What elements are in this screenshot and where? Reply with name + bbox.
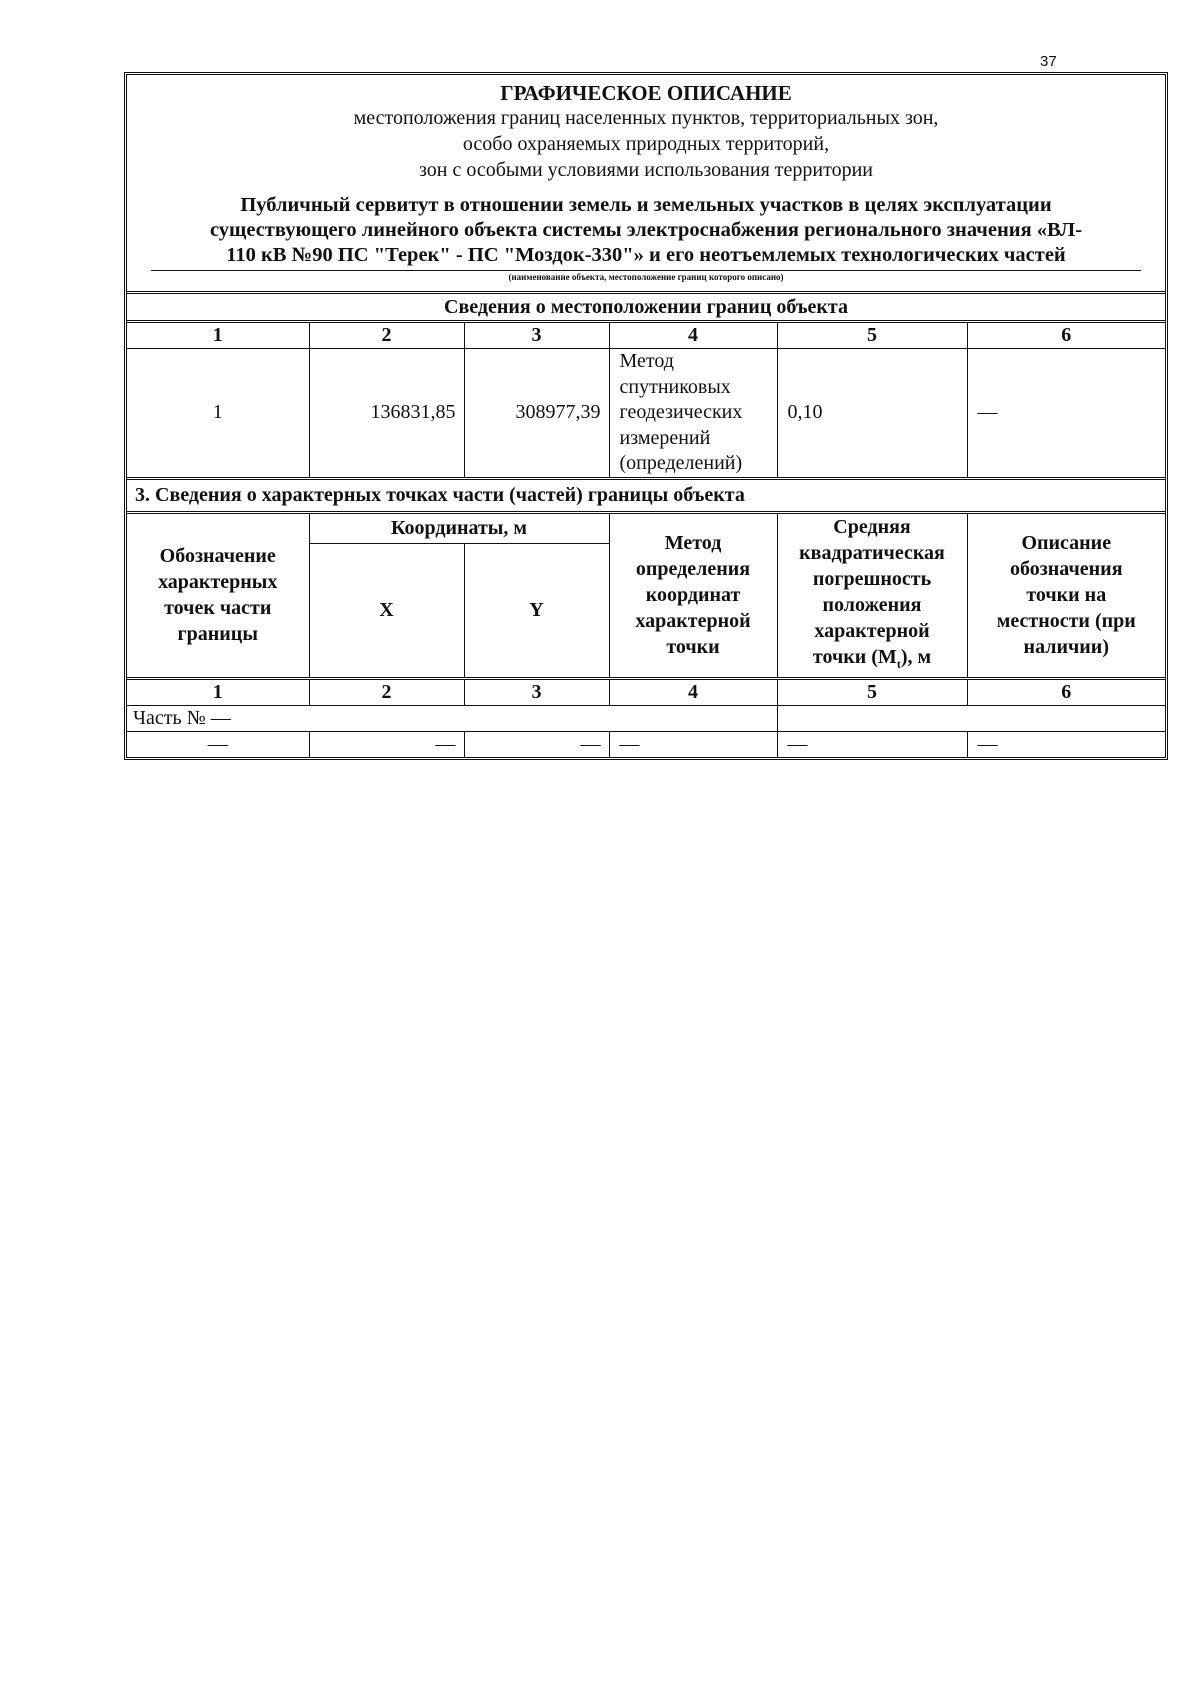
method-line: (определений) xyxy=(619,452,743,474)
column-number: 6 xyxy=(967,678,1165,705)
column-number: 5 xyxy=(777,323,967,349)
header-line xyxy=(778,644,967,677)
header-line: Обозначение xyxy=(159,545,276,567)
header-line: наличии) xyxy=(1023,636,1109,658)
point-number: 1 xyxy=(127,349,309,479)
header-method xyxy=(609,514,777,679)
column-number-row xyxy=(127,323,1165,349)
method-cell xyxy=(609,349,777,479)
part-empty-cell xyxy=(777,705,1165,731)
header-line: погрешность xyxy=(812,567,932,590)
header-line: характерных xyxy=(158,571,278,593)
header-row xyxy=(127,514,1165,544)
subtitle-line: местоположения границ населенных пунктов, территориальных зон, xyxy=(353,107,939,129)
document-title: ГРАФИЧЕСКОЕ ОПИСАНИЕ xyxy=(500,81,792,105)
header-line: характерной xyxy=(814,619,930,642)
part-points-table xyxy=(127,514,1165,757)
header-point-designation xyxy=(127,514,309,679)
header-line: Средняя xyxy=(833,515,911,538)
header-description xyxy=(967,514,1165,679)
coordinate-x: 136831,85 xyxy=(309,349,464,479)
page-number: 37 xyxy=(1040,53,1057,70)
table-row xyxy=(127,731,1165,757)
subtitle-line: особо охраняемых природных территорий, xyxy=(462,133,830,155)
header-line: местности (при xyxy=(996,610,1136,632)
column-number: 1 xyxy=(127,323,309,349)
section1-title: Сведения о местоположении границ объекта xyxy=(127,294,1165,323)
subtitle-line: зон с особыми условиями использования территории xyxy=(418,159,874,181)
header-line: положения xyxy=(822,593,922,616)
object-name-line: существующего линейного объекта системы электроснабжения регионального значения «ВЛ- xyxy=(209,219,1083,241)
method-line: спутниковых xyxy=(619,375,731,398)
object-note: (наименование объекта, местоположение границ которого описано) xyxy=(508,272,784,282)
object-name xyxy=(151,193,1141,271)
header-x: X xyxy=(309,543,464,678)
subscript: t xyxy=(896,656,901,671)
column-number: 4 xyxy=(609,678,777,705)
part-row xyxy=(127,705,1165,731)
column-number: 4 xyxy=(609,323,777,349)
column-number: 6 xyxy=(967,323,1165,349)
empty-value: — xyxy=(609,731,777,757)
header-line: координат xyxy=(645,584,741,606)
empty-value: — xyxy=(464,731,609,757)
method-line: измерений xyxy=(619,426,711,449)
method-line: геодезических xyxy=(619,401,743,423)
header-line: точек части xyxy=(164,597,272,619)
column-number: 3 xyxy=(464,323,609,349)
empty-value: — xyxy=(127,731,309,757)
header-line: границы xyxy=(177,623,258,645)
column-number: 5 xyxy=(777,678,967,705)
header-line: Метод xyxy=(664,532,722,554)
boundary-table xyxy=(127,323,1165,480)
object-name-line: 110 кВ №90 ПС "Терек" - ПС "Моздок-330"» и его неотъемлемых технологических частей xyxy=(226,244,1066,266)
empty-value: — xyxy=(309,731,464,757)
column-number: 2 xyxy=(309,678,464,705)
table-row xyxy=(127,349,1165,479)
column-number-row xyxy=(127,678,1165,705)
method-line: Метод xyxy=(619,350,674,372)
object-name-line: Публичный сервитут в отношении земель и земельных участков в целях эксплуатации xyxy=(240,194,1052,216)
accuracy-value: 0,10 xyxy=(777,349,967,479)
column-number: 1 xyxy=(127,678,309,705)
header-accuracy xyxy=(777,514,967,679)
section3-title: 3. Сведения о характерных точках части (частей) границы объекта xyxy=(127,480,1165,514)
part-label: Часть № — xyxy=(127,705,777,731)
empty-value: — xyxy=(777,731,967,757)
header-y: Y xyxy=(464,543,609,678)
column-number: 3 xyxy=(464,678,609,705)
header-line: квадратическая xyxy=(799,541,945,564)
header-text: ), м xyxy=(900,645,932,668)
header-line: точки на xyxy=(1026,584,1107,606)
header-line: точки xyxy=(666,636,720,658)
header-line: Описание xyxy=(1021,532,1112,554)
header-line: определения xyxy=(635,558,751,580)
empty-value: — xyxy=(967,731,1165,757)
description-value: — xyxy=(967,349,1165,479)
header-line: обозначения xyxy=(1010,558,1123,580)
column-number: 2 xyxy=(309,323,464,349)
document-frame xyxy=(124,72,1168,760)
header-block xyxy=(127,75,1165,294)
header-text: точки (M xyxy=(812,645,897,668)
header-line: характерной xyxy=(635,610,751,632)
coordinate-y: 308977,39 xyxy=(464,349,609,479)
header-coordinates: Координаты, м xyxy=(309,514,609,544)
